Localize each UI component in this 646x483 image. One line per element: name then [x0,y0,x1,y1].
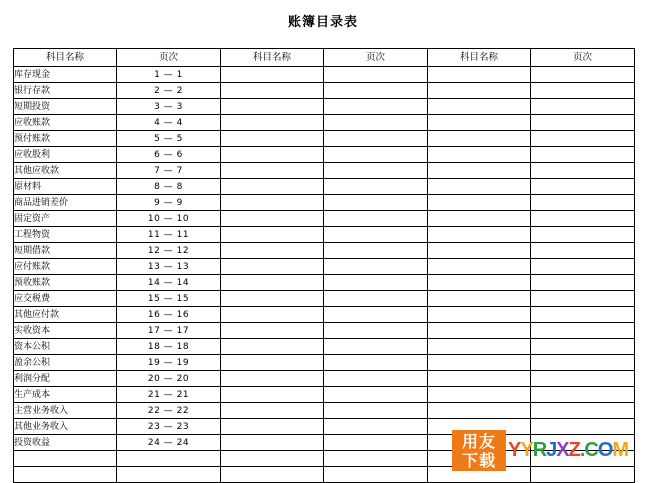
cell-page-number-empty [324,147,428,163]
cell-account-name: 生产成本 [14,387,117,403]
cell-page-number-empty [324,323,428,339]
cell-page-number-empty [531,387,635,403]
watermark [452,430,633,471]
cell-account-name-empty [221,259,324,275]
column-header-name-3: 科目名称 [428,49,531,67]
cell-page-number-empty [324,243,428,259]
watermark-badge-line2: 下载 [461,450,496,470]
cell-account-name-empty [428,371,531,387]
cell-page-number: 17 — 17 [117,323,221,339]
column-header-page-1: 页次 [117,49,221,67]
cell-account-name-empty [428,83,531,99]
cell-page-number-empty [531,323,635,339]
cell-page-number: 8 — 8 [117,179,221,195]
table-row [14,179,635,195]
table-row [14,163,635,179]
table-row [14,83,635,99]
cell-account-name-empty [428,355,531,371]
cell-page-number: 22 — 22 [117,403,221,419]
watermark-letter: O [597,439,613,461]
cell-account-name: 固定资产 [14,211,117,227]
cell-account-name-empty [221,403,324,419]
cell-page-number-empty [324,451,428,467]
cell-page-number-empty [324,355,428,371]
cell-page-number-empty [531,291,635,307]
watermark-letter: X [556,439,569,461]
cell-account-name: 商品进销差价 [14,195,117,211]
cell-account-name-empty [221,211,324,227]
table-row [14,339,635,355]
cell-account-name-empty [428,387,531,403]
cell-account-name-empty [221,275,324,291]
cell-account-name: 应交税费 [14,291,117,307]
cell-page-number: 3 — 3 [117,99,221,115]
cell-page-number-empty [531,339,635,355]
table-row [14,291,635,307]
cell-account-name: 投资收益 [14,435,117,451]
cell-page-number: 4 — 4 [117,115,221,131]
watermark-letter: C [584,439,598,461]
watermark-badge [452,430,506,471]
column-header-page-3: 页次 [531,49,635,67]
cell-account-name: 应收账款 [14,115,117,131]
cell-page-number-empty [531,163,635,179]
cell-account-name-empty [428,195,531,211]
watermark-badge-line1: 用友 [461,431,496,451]
cell-page-number-empty [324,179,428,195]
table-row [14,323,635,339]
cell-account-name-empty [428,147,531,163]
cell-account-name-empty [428,259,531,275]
cell-page-number-empty [324,307,428,323]
cell-account-name: 短期投资 [14,99,117,115]
table-row [14,275,635,291]
cell-page-number: 7 — 7 [117,163,221,179]
cell-account-name-empty [428,67,531,83]
cell-page-number: 21 — 21 [117,387,221,403]
cell-page-number-empty [324,275,428,291]
table-row [14,371,635,387]
cell-account-name-empty [428,291,531,307]
cell-account-name: 银行存款 [14,83,117,99]
cell-page-number-empty [324,403,428,419]
cell-page-number [117,451,221,467]
cell-page-number-empty [324,195,428,211]
ledger-table-wrapper [13,48,633,483]
table-row [14,131,635,147]
cell-account-name-empty [221,179,324,195]
cell-page-number-empty [531,307,635,323]
cell-account-name-empty [221,307,324,323]
cell-page-number: 10 — 10 [117,211,221,227]
table-body [14,67,635,483]
cell-account-name: 库存现金 [14,67,117,83]
cell-account-name: 应付账款 [14,259,117,275]
cell-page-number-empty [324,115,428,131]
cell-page-number-empty [324,387,428,403]
cell-account-name-empty [221,419,324,435]
cell-page-number-empty [531,227,635,243]
watermark-letter: Y [508,439,521,461]
cell-page-number-empty [531,115,635,131]
cell-account-name: 短期借款 [14,243,117,259]
cell-account-name-empty [221,291,324,307]
cell-account-name-empty [428,131,531,147]
table-row [14,403,635,419]
page-title: 账簿目录表 [287,15,358,30]
cell-account-name-empty [221,67,324,83]
cell-account-name-empty [428,323,531,339]
cell-account-name-empty [221,339,324,355]
cell-account-name: 预付账款 [14,131,117,147]
table-row [14,355,635,371]
column-header-name-1: 科目名称 [14,49,117,67]
cell-page-number-empty [324,371,428,387]
cell-page-number-empty [531,131,635,147]
cell-page-number: 12 — 12 [117,243,221,259]
table-row [14,307,635,323]
table-row [14,67,635,83]
cell-page-number-empty [531,99,635,115]
table-row [14,227,635,243]
cell-account-name-empty [428,163,531,179]
cell-account-name: 利润分配 [14,371,117,387]
cell-page-number: 2 — 2 [117,83,221,99]
cell-page-number-empty [531,67,635,83]
cell-page-number-empty [324,67,428,83]
cell-page-number: 13 — 13 [117,259,221,275]
cell-account-name-empty [221,355,324,371]
watermark-letter: Y [520,439,533,461]
cell-account-name-empty [221,371,324,387]
cell-page-number: 5 — 5 [117,131,221,147]
cell-account-name [14,451,117,467]
cell-account-name-empty [221,227,324,243]
cell-account-name-empty [428,243,531,259]
cell-account-name: 其他应付款 [14,307,117,323]
cell-page-number: 6 — 6 [117,147,221,163]
table-row [14,243,635,259]
cell-page-number: 18 — 18 [117,339,221,355]
cell-page-number-empty [531,275,635,291]
cell-page-number-empty [531,195,635,211]
cell-account-name-empty [221,387,324,403]
table-row [14,259,635,275]
cell-account-name-empty [428,115,531,131]
cell-page-number: 16 — 16 [117,307,221,323]
ledger-table [13,48,635,483]
cell-account-name-empty [221,323,324,339]
cell-account-name-empty [221,147,324,163]
cell-page-number-empty [531,243,635,259]
cell-page-number-empty [531,371,635,387]
cell-account-name: 应收股利 [14,147,117,163]
cell-page-number-empty [531,179,635,195]
cell-page-number-empty [324,291,428,307]
cell-account-name-empty [221,195,324,211]
cell-account-name-empty [428,339,531,355]
cell-account-name-empty [221,243,324,259]
cell-page-number-empty [324,339,428,355]
table-row [14,147,635,163]
column-header-page-2: 页次 [324,49,428,67]
watermark-letter: R [532,439,547,461]
cell-account-name-empty [221,451,324,467]
table-header-row [14,49,635,67]
cell-account-name: 资本公积 [14,339,117,355]
cell-page-number: 24 — 24 [117,435,221,451]
cell-account-name-empty [428,179,531,195]
watermark-text [506,430,628,471]
cell-page-number: 11 — 11 [117,227,221,243]
cell-account-name-empty [221,99,324,115]
watermark-letter: J [546,439,557,461]
cell-account-name: 原材料 [14,179,117,195]
cell-page-number-empty [324,419,428,435]
cell-page-number: 23 — 23 [117,419,221,435]
cell-page-number: 15 — 15 [117,291,221,307]
cell-account-name: 工程物资 [14,227,117,243]
cell-account-name-empty [221,115,324,131]
cell-page-number-empty [324,131,428,147]
cell-account-name-empty [428,403,531,419]
table-row [14,387,635,403]
table-row [14,99,635,115]
cell-account-name-empty [428,211,531,227]
cell-account-name-empty [221,83,324,99]
watermark-letter: . [579,439,585,461]
cell-page-number-empty [324,163,428,179]
cell-account-name-empty [428,227,531,243]
cell-page-number: 1 — 1 [117,67,221,83]
cell-account-name: 预收账款 [14,275,117,291]
cell-page-number-empty [324,211,428,227]
cell-page-number-empty [531,355,635,371]
table-row [14,211,635,227]
cell-account-name-empty [221,163,324,179]
cell-page-number-empty [324,259,428,275]
watermark-letter: Z [568,439,580,461]
cell-account-name: 其他业务收入 [14,419,117,435]
cell-page-number: 19 — 19 [117,355,221,371]
cell-page-number: 9 — 9 [117,195,221,211]
cell-account-name-empty [221,131,324,147]
cell-account-name: 主营业务收入 [14,403,117,419]
cell-page-number-empty [324,99,428,115]
cell-account-name-empty [221,435,324,451]
cell-page-number-empty [324,227,428,243]
cell-page-number-empty [324,435,428,451]
cell-page-number-empty [531,259,635,275]
cell-account-name-empty [428,99,531,115]
cell-account-name: 实收资本 [14,323,117,339]
watermark-letter: M [612,439,629,461]
cell-page-number-empty [531,211,635,227]
cell-account-name-empty [428,307,531,323]
cell-page-number: 20 — 20 [117,371,221,387]
cell-account-name-empty [428,275,531,291]
table-row [14,195,635,211]
cell-account-name: 盈余公积 [14,355,117,371]
cell-page-number-empty [324,83,428,99]
cell-page-number-empty [531,83,635,99]
column-header-name-2: 科目名称 [221,49,324,67]
cell-page-number-empty [531,147,635,163]
cell-page-number-empty [531,403,635,419]
cell-account-name: 其他应收款 [14,163,117,179]
cell-page-number: 14 — 14 [117,275,221,291]
table-row [14,115,635,131]
